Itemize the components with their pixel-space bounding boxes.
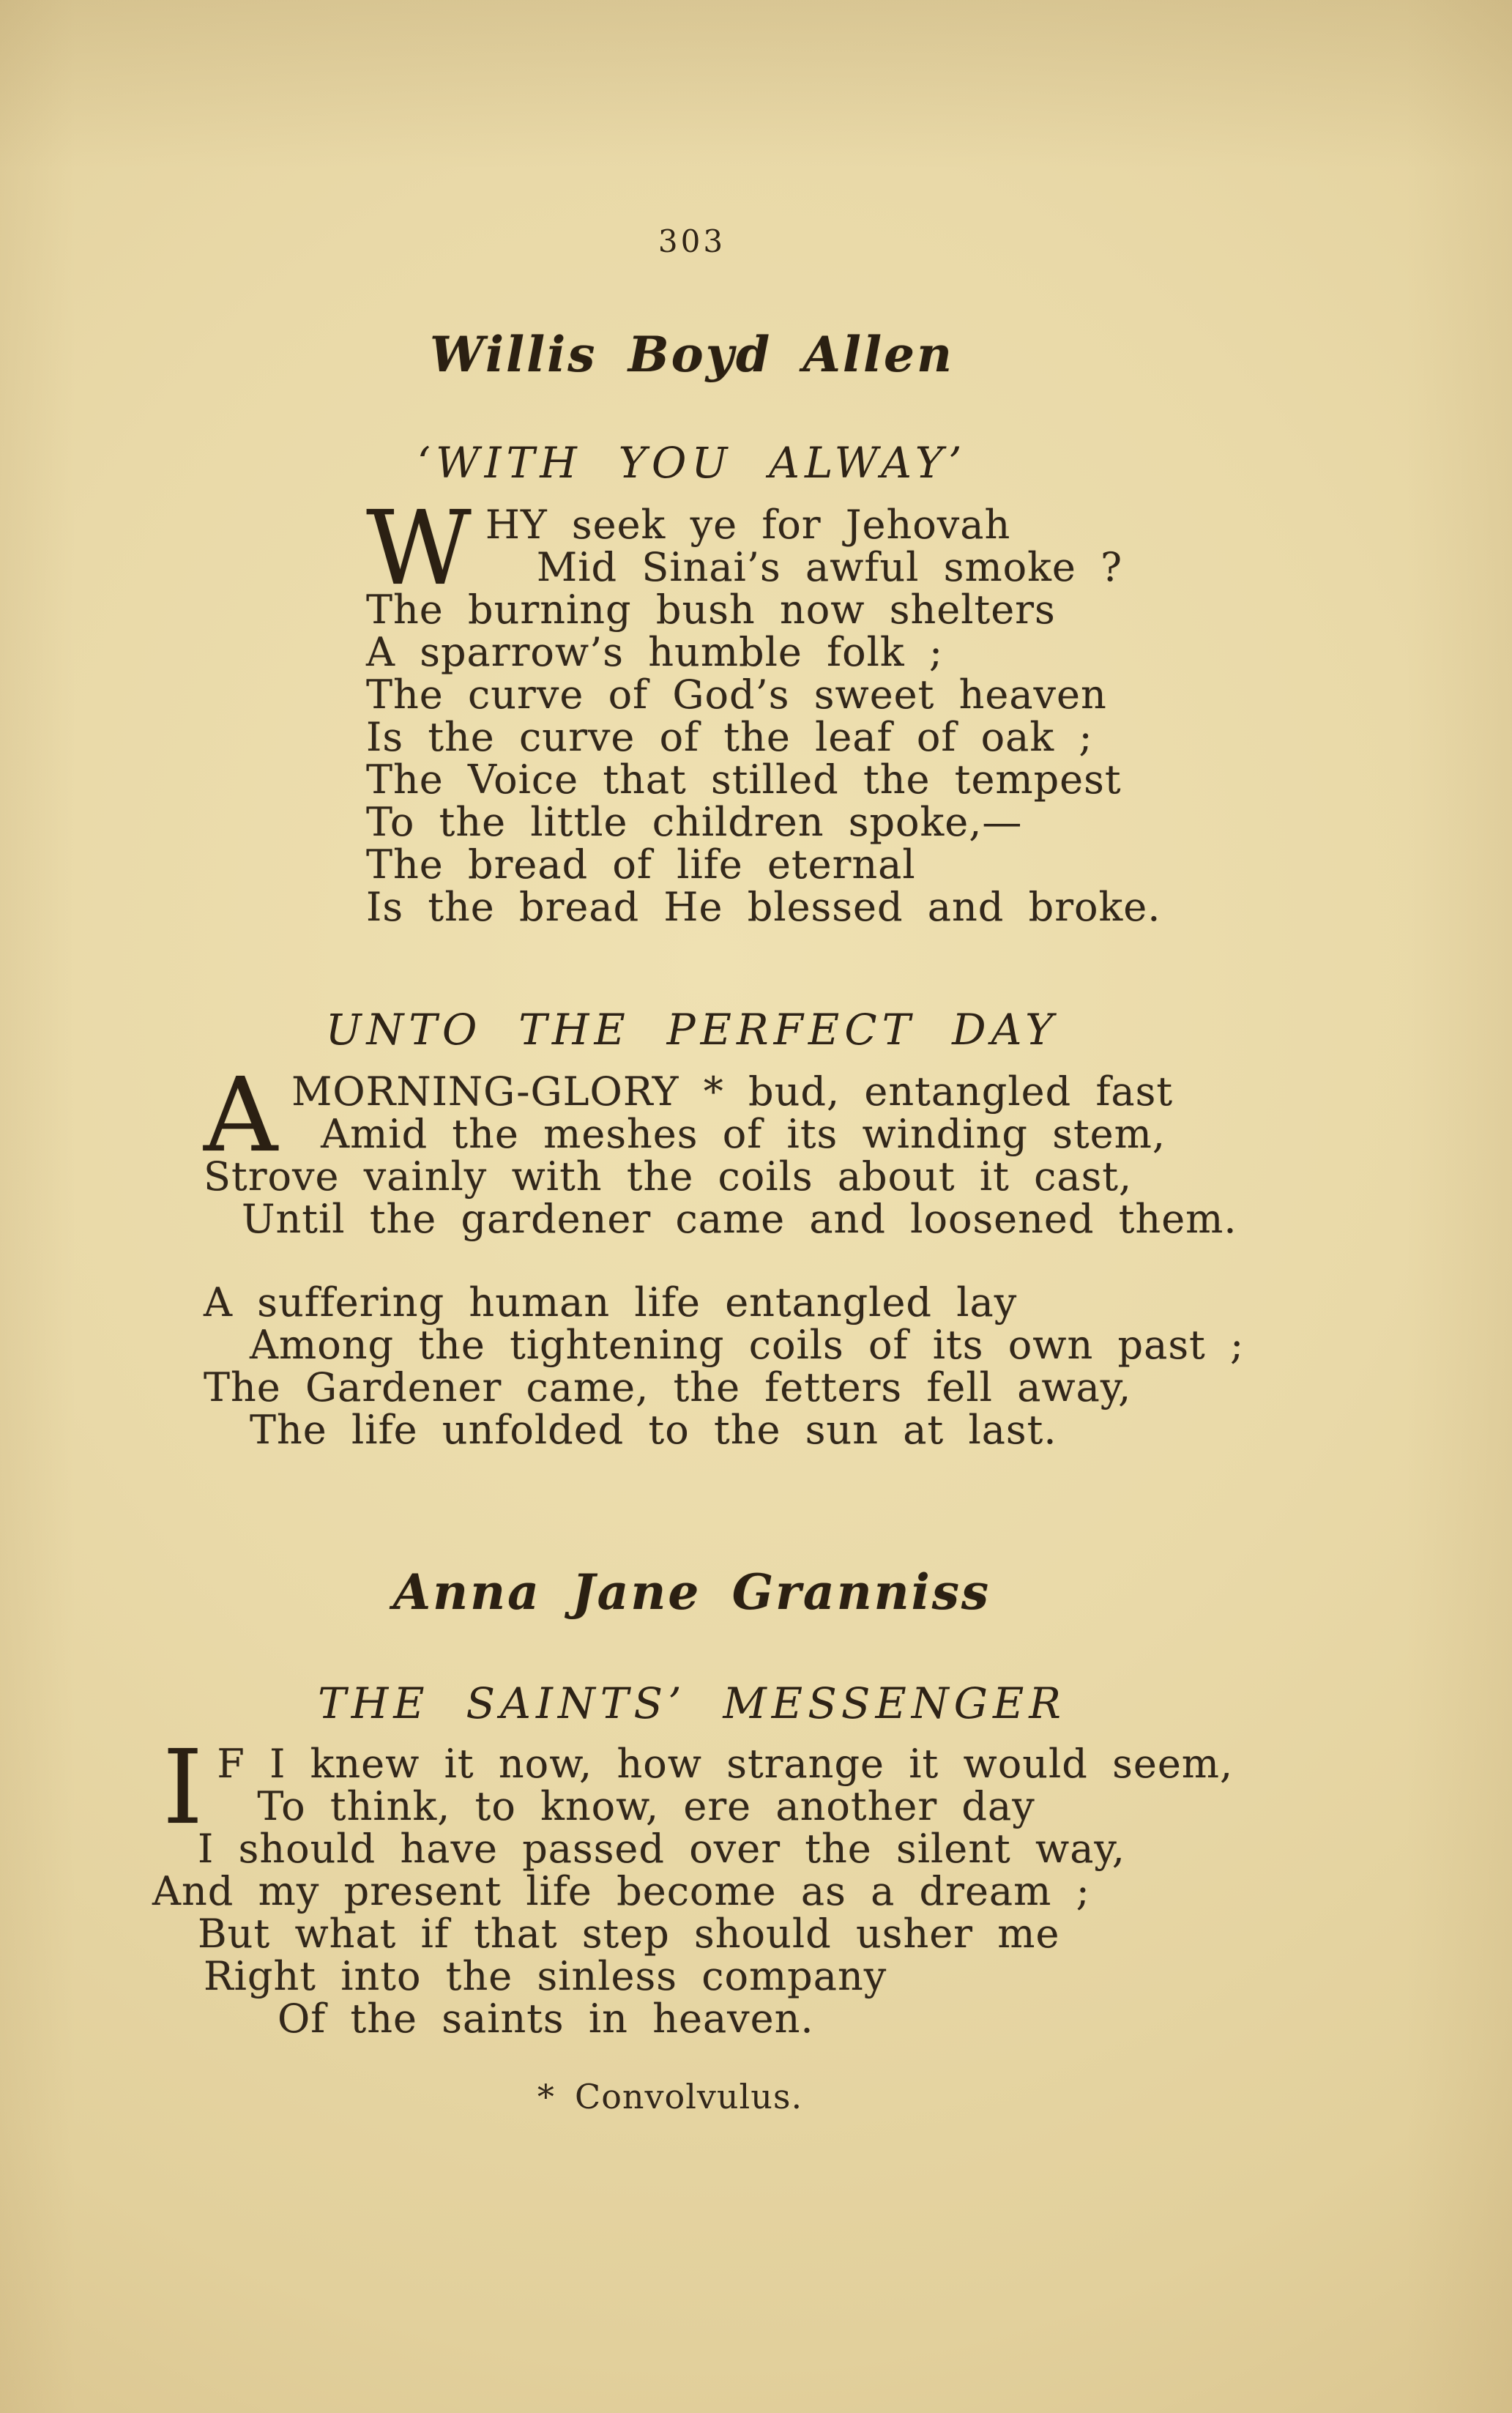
poem-line: Strove vainly with the coils about it cast, [204, 1153, 1133, 1200]
poem-title-with-you-alway: ‘WITH YOU ALWAY’ [417, 438, 967, 488]
poem-unto-the-perfect-day-stanza-1 [204, 1056, 1302, 1242]
author-heading-anna-jane-granniss: Anna Jane Granniss [392, 1564, 991, 1621]
poem-line: The curve of God’s sweet heaven [366, 672, 1107, 718]
poem-line: Among the tightening coils of its own past ; [250, 1322, 1245, 1368]
poem-line: Right into the sinless company [204, 1953, 887, 1999]
poem-line: F I knew it now, how strange it would seem, [217, 1741, 1234, 1787]
poem-line: MORNING-GLORY * bud, entangled fast [291, 1068, 1174, 1115]
drop-cap-a: A [204, 1056, 279, 1175]
poem-line: The Gardener came, the fetters fell away, [204, 1364, 1132, 1410]
poem-line: The Voice that stilled the tempest [366, 756, 1122, 803]
drop-cap-i: I [163, 1728, 204, 1848]
poem-line: But what if that step should usher me [198, 1911, 1060, 1957]
poem-line: I should have passed over the silent way, [198, 1826, 1125, 1872]
poem-line: A sparrow’s humble folk ; [366, 629, 944, 675]
page-number: 303 [658, 223, 726, 259]
poem-with-you-alway [366, 489, 1245, 930]
poem-line: Until the gardener came and loosened them. [242, 1196, 1237, 1242]
poem-line: Mid Sinai’s awful smoke ? [536, 544, 1123, 590]
poem-line: A suffering human life entangled lay [204, 1279, 1018, 1326]
poem-line: HY seek ye for Jehovah [485, 502, 1011, 548]
poem-line: To the little children spoke,— [366, 799, 1023, 845]
poem-line: The burning bush now shelters [366, 587, 1056, 633]
drop-cap-w: W [366, 489, 472, 609]
poem-line: The bread of life eternal [366, 841, 916, 888]
author-heading-willis-boyd-allen: Willis Boyd Allen [430, 326, 954, 383]
poem-line: And my present life become as a dream ; [152, 1868, 1090, 1914]
poem-title-unto-the-perfect-day: UNTO THE PERFECT DAY [325, 1005, 1059, 1055]
footnote-convolvulus: * Convolvulus. [537, 2077, 803, 2116]
poem-line: Amid the meshes of its winding stem, [321, 1111, 1166, 1157]
poem-title-the-saints-messenger: THE SAINTS’ MESSENGER [318, 1678, 1066, 1728]
poem-line: Is the bread He blessed and broke. [366, 884, 1161, 930]
poem-line: The life unfolded to the sun at last. [250, 1407, 1057, 1453]
poem-line: Is the curve of the leaf of oak ; [366, 714, 1093, 760]
poem-line: Of the saints in heaven. [278, 1996, 814, 2042]
poem-line: To think, to know, ere another day [257, 1783, 1035, 1829]
poem-unto-the-perfect-day-stanza-2 [204, 1279, 1302, 1453]
poem-the-saints-messenger [152, 1728, 1324, 2042]
